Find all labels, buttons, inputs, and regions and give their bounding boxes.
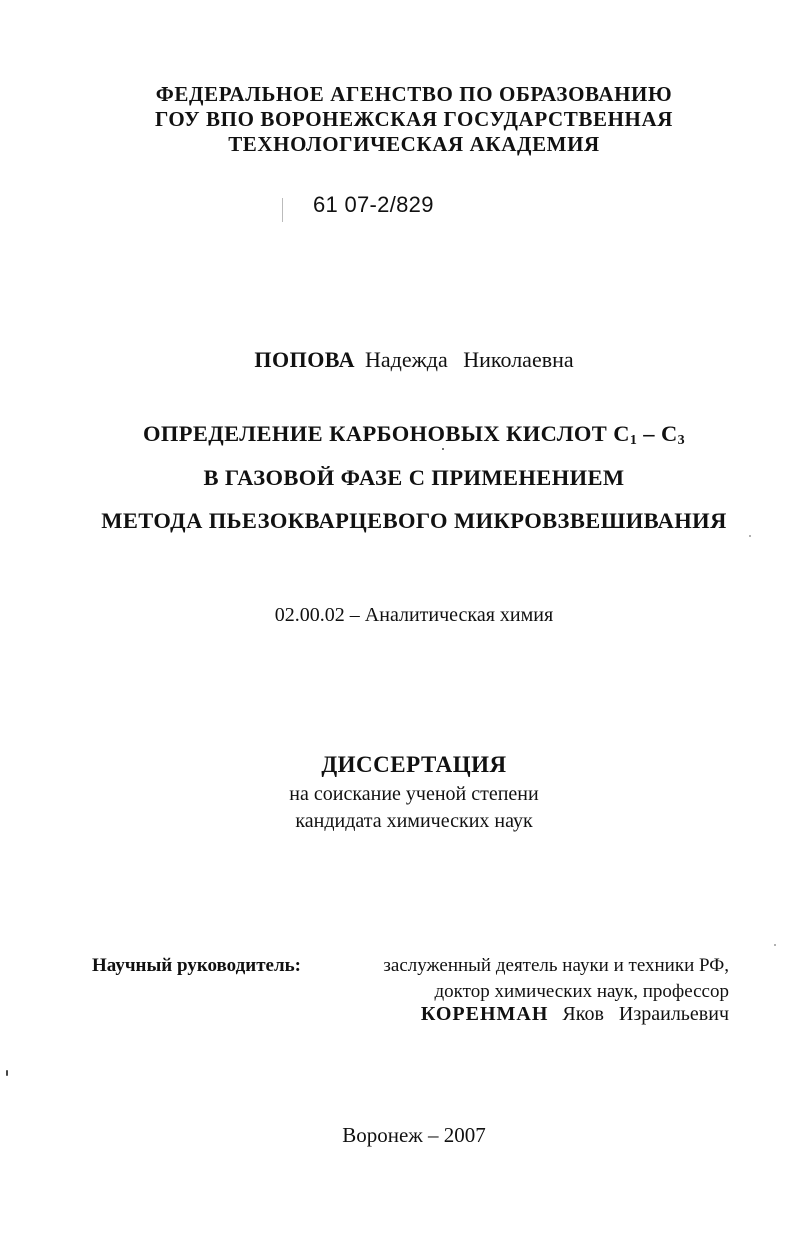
subscript-3: 3 (677, 433, 686, 448)
catalog-number: 61 07-2/829 (313, 192, 434, 217)
supervisor-surname: КОРЕНМАН (420, 1003, 549, 1025)
degree-line-2: кандидата химических наук (295, 810, 533, 832)
agency-name: ФЕДЕРАЛЬНОЕ АГЕНСТВО ПО ОБРАЗОВАНИЮ (155, 82, 673, 106)
subscript-1: 1 (629, 433, 638, 448)
thesis-title-line-3: МЕТОДА ПЬЕЗОКВАРЦЕВОГО МИКРОВЗВЕШИВАНИЯ (101, 508, 727, 533)
supervisor-title-1: заслуженный деятель науки и техники РФ, (383, 955, 729, 976)
supervisor-given-names: Яков Израильевич (562, 1003, 729, 1025)
scan-speck (774, 944, 776, 946)
thesis-title-line-2: В ГАЗОВОЙ ФАЗЕ С ПРИМЕНЕНИЕМ (203, 465, 625, 490)
supervisor-title-2: доктор химических наук, профессор (434, 981, 729, 1002)
university-name: ГОУ ВПО ВОРОНЕЖСКАЯ ГОСУДАРСТВЕННАЯ (154, 107, 673, 131)
specialty-code: 02.00.02 – Аналитическая химия (274, 604, 554, 626)
degree-line-1: на соискание ученой степени (289, 783, 539, 805)
author-name (0, 347, 798, 373)
author-given-names: Надежда Николаевна (364, 347, 574, 372)
dissertation-heading: ДИССЕРТАЦИЯ (321, 752, 507, 777)
scan-speck (6, 1070, 8, 1076)
scan-speck (442, 448, 444, 450)
scan-speck (749, 535, 751, 537)
scan-mark (282, 198, 283, 222)
academy-name: ТЕХНОЛОГИЧЕСКАЯ АКАДЕМИЯ (228, 132, 600, 156)
city-and-year: Воронеж – 2007 (342, 1123, 486, 1147)
supervisor-label: Научный руководитель: (92, 955, 301, 976)
title-dash: – С (637, 421, 678, 446)
thesis-title-text: ОПРЕДЕЛЕНИЕ КАРБОНОВЫХ КИСЛОТ С (142, 421, 630, 446)
supervisor-name (421, 1003, 729, 1026)
author-surname: ПОПОВА (254, 347, 355, 372)
thesis-title-line-1 (0, 421, 798, 449)
